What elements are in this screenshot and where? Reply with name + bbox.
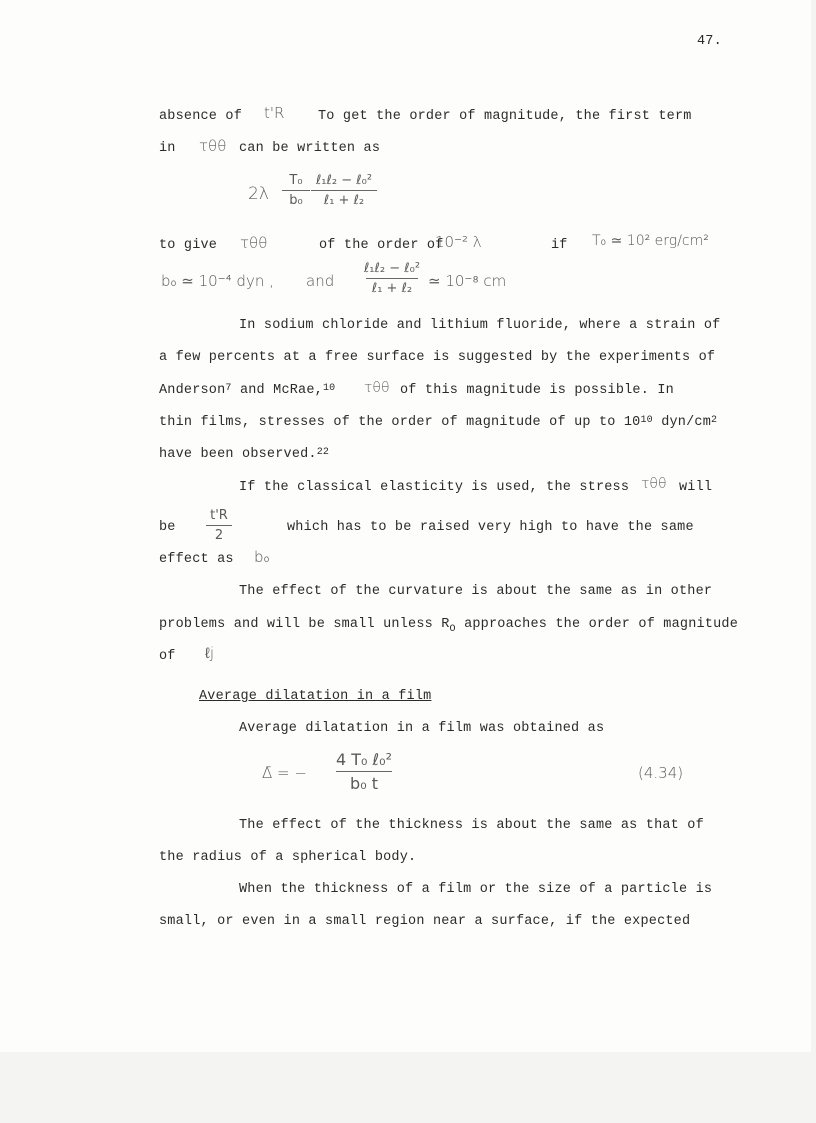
text-line: to give (159, 238, 218, 253)
fraction-bar (282, 190, 310, 191)
equation-coefficient: 2λ (248, 184, 269, 204)
handwritten-text: and (306, 272, 335, 290)
text-line: a few percents at a free surface is suggested by the experiments of (159, 350, 716, 365)
equation-lhs: Δ̄ = − (262, 764, 307, 782)
fraction-bar (311, 190, 377, 191)
text-line: If the classical elasticity is used, the stress (239, 480, 630, 495)
fraction-bar (206, 525, 232, 526)
text-line: effect as (159, 552, 234, 567)
exponent: 10 (640, 415, 653, 426)
fraction-numerator: T₀ (289, 173, 303, 188)
text-span: and McRae, (239, 383, 323, 398)
handwritten-value: T₀ ≃ 10² erg/cm² (592, 233, 709, 249)
fraction-bar (366, 278, 418, 279)
fraction-denominator: ℓ₁ + ℓ₂ (371, 281, 413, 296)
text-span: thin films, stresses of the order of magnitude of up to 10 (159, 415, 641, 430)
handwritten-value: ≃ 10⁻⁸ cm (428, 272, 507, 290)
handwritten-symbol: t'R (264, 104, 285, 122)
text-line: the radius of a spherical body. (159, 850, 417, 865)
section-heading: Average dilatation in a film (199, 689, 432, 704)
citation-reference: 10 (322, 383, 336, 394)
text-span: dyn/cm (661, 415, 712, 430)
text-line: of (159, 649, 176, 664)
handwritten-symbol: τθθ (364, 380, 390, 396)
page-number: 47. (697, 34, 722, 49)
text-line (159, 383, 335, 398)
text-span: Anderson (159, 383, 226, 398)
handwritten-symbol: ℓj (205, 644, 215, 662)
text-line: The effect of the thickness is about the same as that of (239, 818, 704, 833)
fraction-numerator: ℓ₁ℓ₂ − ℓ₀² (315, 173, 373, 188)
equation-fraction (206, 508, 232, 543)
fraction-numerator: t'R (210, 508, 228, 523)
text-line: of the order of (319, 238, 444, 253)
text-line: To get the order of magnitude, the first term (318, 109, 692, 124)
citation-reference: 7 (225, 383, 232, 394)
text-line (159, 617, 739, 635)
fraction-bar (336, 771, 392, 772)
text-line: will (679, 480, 713, 495)
fraction-denominator: b₀ (289, 193, 303, 208)
equation-fraction (363, 261, 421, 296)
text-line: In sodium chloride and lithium fluoride, where a strain of (239, 318, 721, 333)
citation-reference: 22 (316, 447, 330, 458)
equation-fraction (311, 173, 377, 208)
text-line: be (159, 520, 176, 535)
text-line (159, 415, 717, 430)
text-line: small, or even in a small region near a surface, if the expected (159, 914, 691, 929)
equation-fraction (336, 750, 392, 793)
equation-label: (4.34) (638, 764, 684, 782)
handwritten-symbol: τθθ (240, 234, 268, 252)
text-line: The effect of the curvature is about the same as in other (239, 584, 713, 599)
text-line: which has to be raised very high to have the same (287, 520, 694, 535)
text-line: absence of (159, 109, 243, 124)
text-line: can be written as (239, 141, 381, 156)
handwritten-value: b₀ ≃ 10⁻⁴ dyn , (161, 272, 274, 290)
text-line: of this magnitude is possible. In (400, 383, 674, 398)
subscript: O (449, 624, 456, 635)
fraction-numerator: 4 T₀ ℓ₀² (336, 750, 392, 769)
text-span: approaches the order of magnitude (464, 617, 739, 632)
text-line (159, 447, 329, 462)
text-line: When the thickness of a film or the size of a particle is (239, 882, 713, 897)
fraction-denominator: 2 (214, 528, 224, 543)
fraction-denominator: b₀ t (350, 774, 378, 793)
text-span: problems and will be small unless R (159, 617, 450, 632)
fraction-numerator: ℓ₁ℓ₂ − ℓ₀² (363, 261, 421, 276)
handwritten-symbol: b₀ (254, 548, 270, 566)
equation-fraction (282, 173, 310, 208)
text-line: in (159, 141, 176, 156)
handwritten-value: 10⁻² λ (435, 233, 482, 251)
exponent: 2 (711, 415, 718, 426)
text-line: if (551, 238, 568, 253)
handwritten-symbol: τθθ (641, 476, 667, 492)
handwritten-symbol: τθθ (199, 137, 227, 155)
fraction-denominator: ℓ₁ + ℓ₂ (323, 193, 365, 208)
text-span: have been observed. (159, 447, 317, 462)
text-line: Average dilatation in a film was obtained as (239, 721, 605, 736)
